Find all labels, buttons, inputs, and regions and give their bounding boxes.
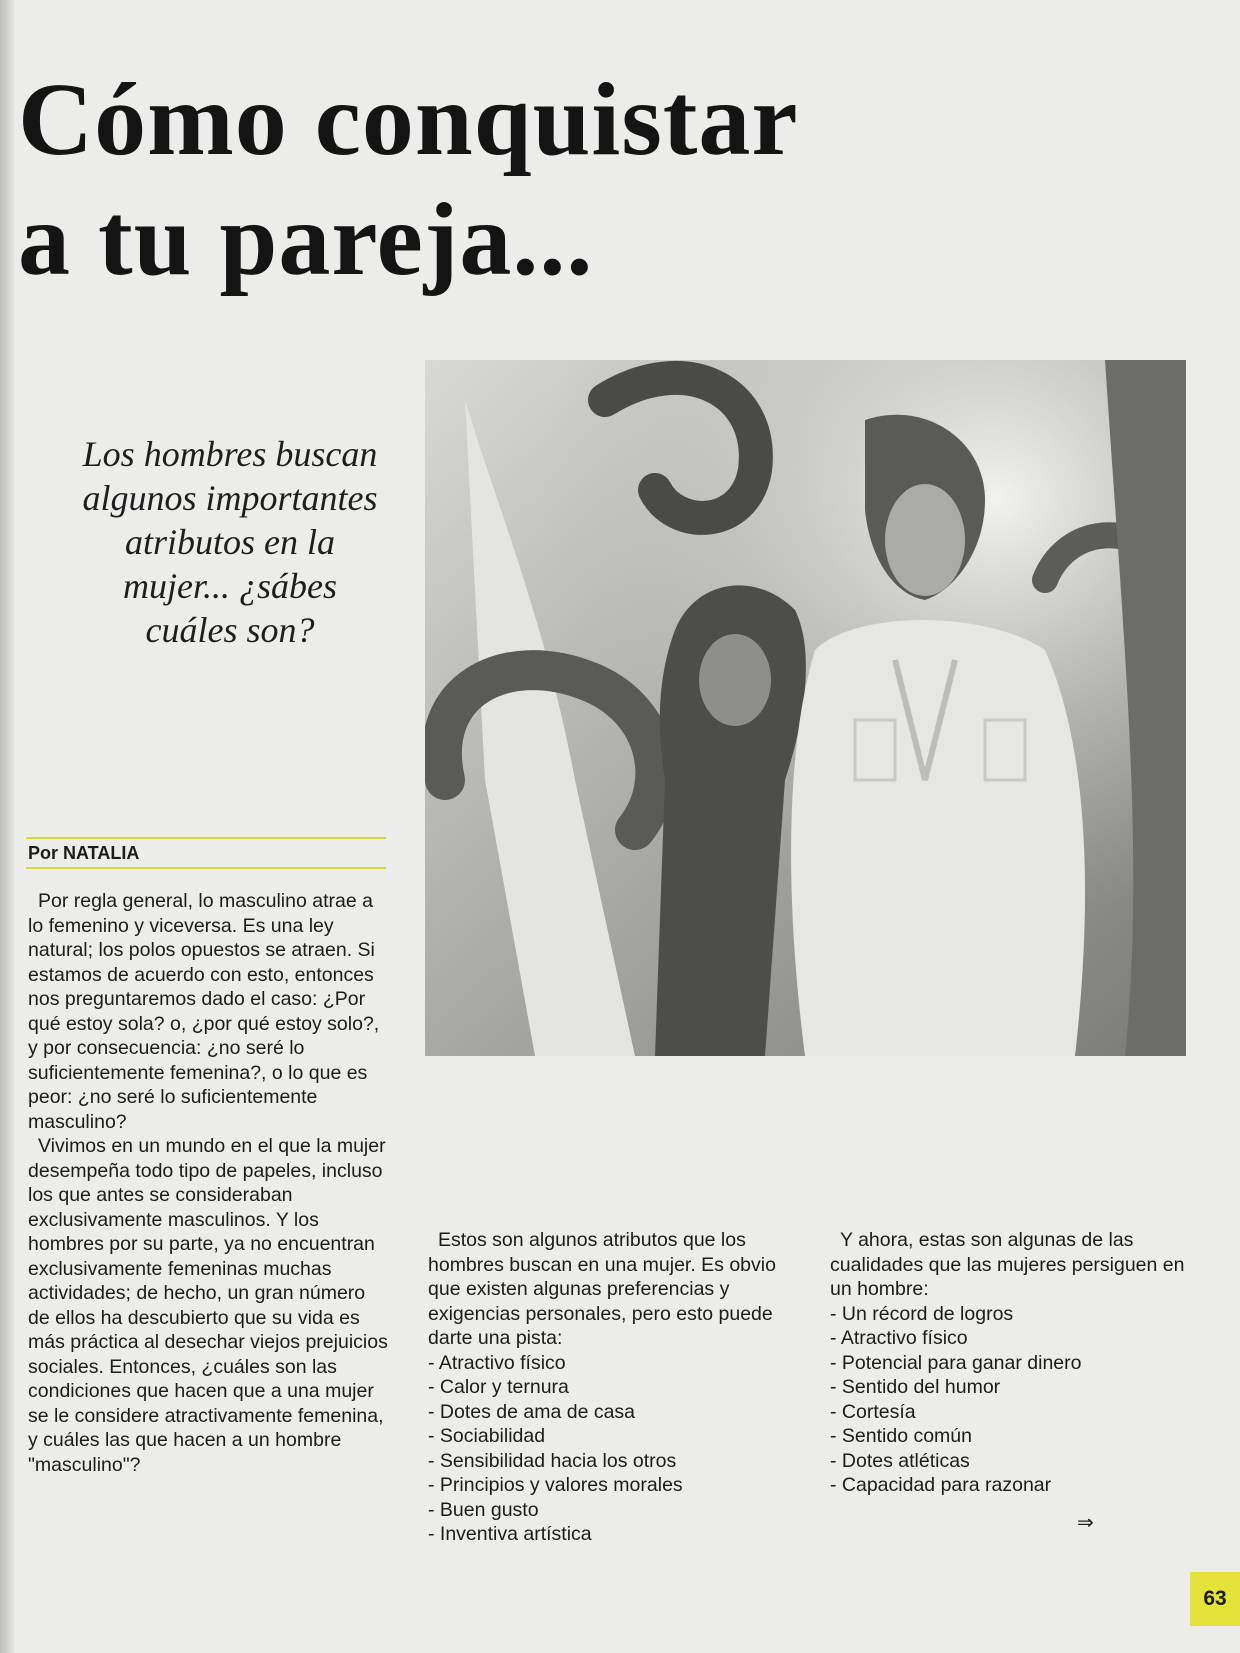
page-binding-shadow [0, 0, 14, 1653]
men-attributes-list [830, 1302, 1210, 1498]
men-intro: Y ahora, estas son algunas de las cualidades que las mujeres persiguen en un hombre: [830, 1229, 1185, 1300]
list-item: - Capacidad para razonar [830, 1474, 1052, 1496]
list-item: - Sentido común [830, 1425, 972, 1447]
continue-arrow-icon: ⇒ [1077, 1510, 1094, 1534]
list-item: - Sociabilidad [428, 1425, 546, 1447]
body-paragraph: Por regla general, lo masculino atrae a lo femenino y viceversa. Es una ley natural; los polos opuestos se atraen. Si estamos de acuerdo con esto, entonces nos preguntaremos dado el caso: ¿Por qué estoy sola? o, ¿por qué estoy solo?, y por consecuencia: ¿no seré lo suficientemente femenina?, o lo que es peor: ¿no seré lo suficientemente masculino? [28, 890, 380, 1133]
list-item: - Un récord de logros [830, 1302, 1014, 1325]
title-line-2: a tu pareja... [18, 182, 594, 297]
list-item: - Buen gusto [428, 1498, 539, 1521]
title-line-1: Cómo conquistar [18, 62, 799, 177]
list-item: - Sentido del humor [830, 1376, 1001, 1398]
article-body [28, 889, 390, 1477]
body-paragraph: Vivimos en un mundo en el que la mujer desempeña todo tipo de papeles, incluso los que antes se consideraban exclusivamente masculinos. Y los hombres por su parte, ya no encuentran exclusivamente femeninas muchas actividades; de hecho, un gran número de ellos ha descubierto que su vida es más práctica al desechar viejos prejuicios sociales. Entonces, ¿cuáles son las condiciones que hacen que a una mujer se le considere atractivamente femenina, y cuáles las que hacen a un hombre "masculino"? [28, 1135, 388, 1476]
list-item: - Cortesía [830, 1400, 916, 1423]
list-item: - Inventiva artística [428, 1523, 592, 1545]
article-deck: Los hombres buscan algunos importantes atributos en la mujer... ¿sábes cuáles son? [82, 434, 378, 650]
list-item: - Atractivo físico [830, 1327, 968, 1349]
list-item: - Calor y ternura [428, 1376, 569, 1398]
article-title [18, 60, 918, 300]
page-number: 63 [1190, 1572, 1240, 1626]
men-attributes-column [830, 1228, 1210, 1498]
women-attributes-column [428, 1228, 798, 1547]
list-item: - Sensibilidad hacia los otros [428, 1449, 677, 1472]
list-item: - Dotes atléticas [830, 1449, 970, 1472]
list-item: - Principios y valores morales [428, 1474, 683, 1496]
women-intro: Estos son algunos atributos que los hombres buscan en una mujer. Es obvio que existen algunas preferencias y exigencias personales, pero esto puede darte una pista: [428, 1229, 776, 1349]
list-item: - Dotes de ama de casa [428, 1400, 636, 1423]
list-item: - Atractivo físico [428, 1351, 566, 1374]
list-item: - Potencial para ganar dinero [830, 1351, 1082, 1374]
couple-photo [425, 360, 1186, 1056]
byline: Por NATALIA [26, 837, 386, 869]
women-attributes-list [428, 1351, 798, 1547]
